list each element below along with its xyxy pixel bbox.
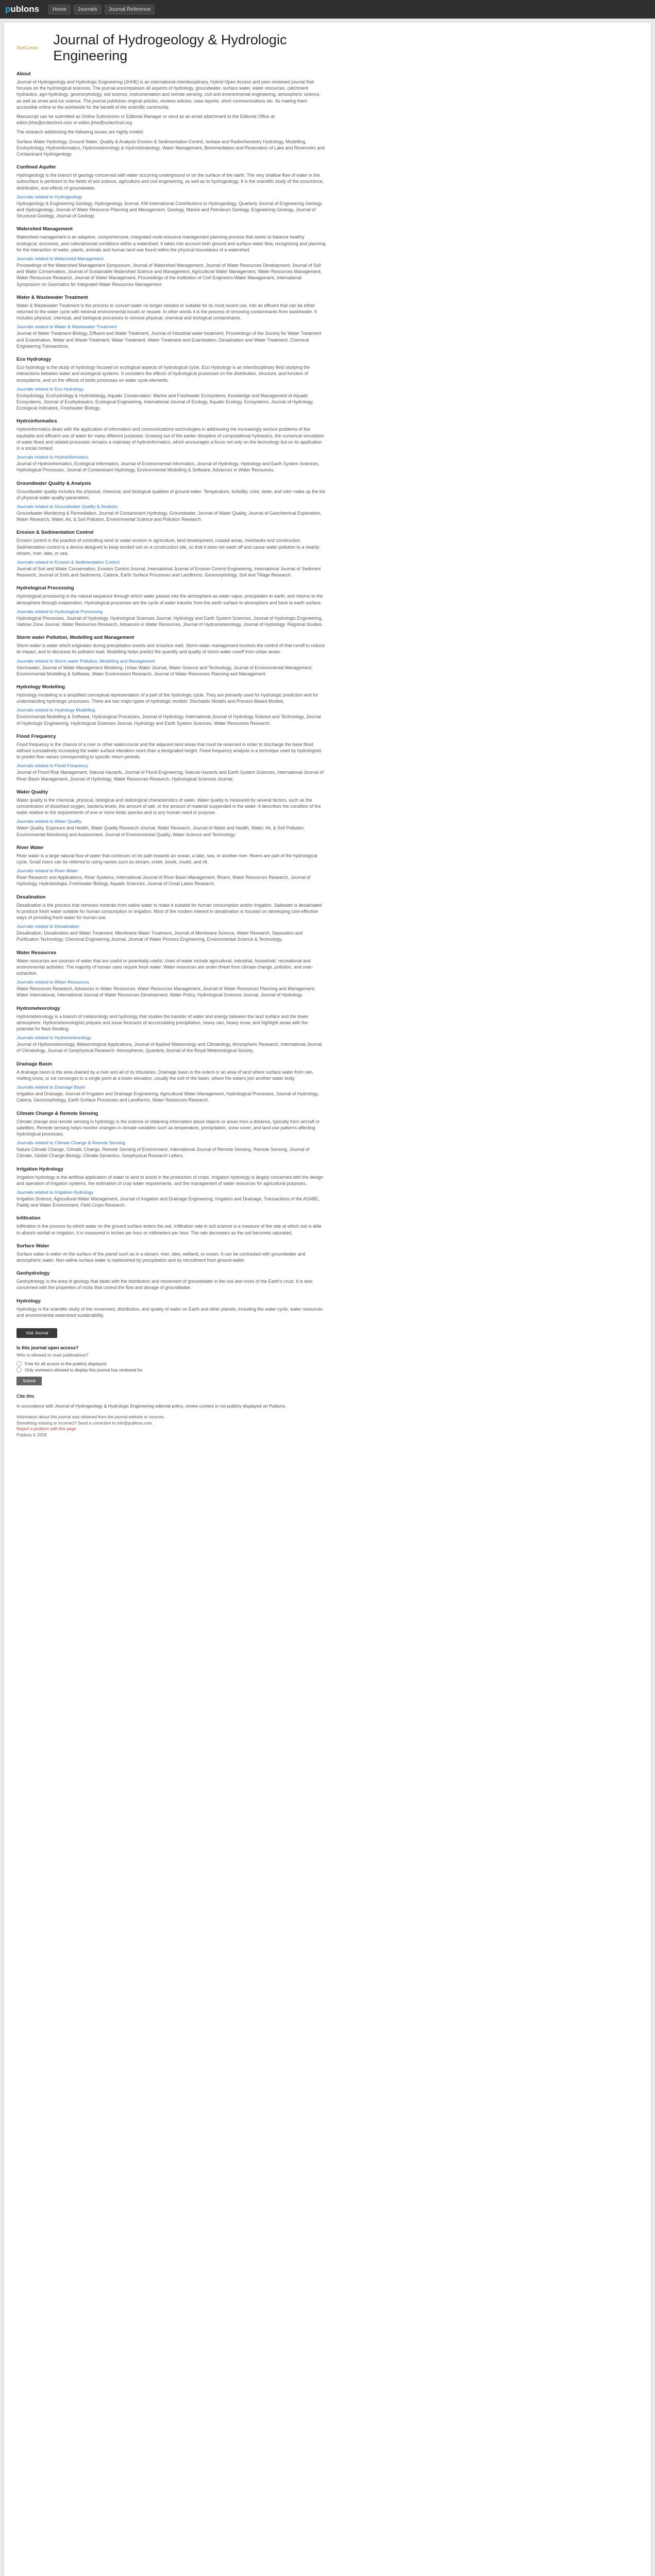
section-heading: Hydrology Modelling [16,684,65,690]
section-text: A drainage basin is the area drained by a river and all of its tributaries. Drainage basin is the extent or an area of land where surface water from rain, melting snow, or ice converges to a single point at a lower elevation, usually the exit of the basin, where the waters join another water body. [16,1069,314,1081]
section-heading: Flood Frequency [16,733,56,739]
breadcrumb-home[interactable]: Home [48,5,71,14]
section-heading: Confined Aquifer [16,164,56,171]
page-footer [16,1414,326,1438]
section-text: Groundwater quality includes the physical, chemical, and biological qualities of ground water. Temperature, turbidity, color, taste, and odor make up the list of physical water quality parameters. [16,488,325,500]
citation-text: In accordance with Journal of Hydrogeology & Hydrologic Engineering editorial policy, review content is not publicly displayed on Publons. [16,1403,287,1409]
section-text: Manuscript can be submitted as Online Submission or Editorial Manager or send as an email attachment to the Editorial Office at editor.jhhe@scitechnol.com or editor.jhhe@scitechnol.org [16,114,275,126]
top-navigation-bar [0,0,655,19]
footer-correction-link[interactable]: Something missing or incorrect? Send a correction to info@publons.com. [16,1420,153,1426]
section-heading: Hydrometeorology [16,1005,60,1011]
visit-journal-button[interactable]: Visit Journal [16,1328,57,1338]
section-text: River water is a large natural flow of water that continues on its path towards an ocean, a lake, sea, or another river. Rivers are part of the hydrological cycle. Small rivers can be referred to using names such as stream, creek, brook, rivulet, and rill. [16,853,317,865]
section-text: Journal of Flood Risk Management, Natural Hazards, Journal of Flood Engineering, Natural Hazards and Earth System Sciences, International Journal of River Basin Management, Journal of Hydrology, Water Resources Research, Hydrological Sciences Journal. [16,770,324,782]
section-heading: Hydroinformatics [16,418,57,425]
section-text: Journal of Soil and Water Conservation, Erosion Control Journal, International Journal of Erosion Control Engineering, International Journal of Sediment Research, Journal of Soils and Sediments, Catena, Earth Surface Processes and Landforms, Geomorphology, Soil and Tillage Research. [16,566,321,578]
section-heading: Journals related to Groundwater Quality & Analysis [16,503,118,509]
section-heading: Surface Water [16,1243,49,1249]
section-heading: Journals related to Hydrometeorology [16,1035,91,1041]
journal-brand-logo: NetGenre [16,45,39,51]
journal-header [16,32,326,64]
section-text: Watershed management is an adaptive, comprehensive, integrated multi-resource management planning process that seeks to balance healthy ecological, economic, and cultural/social conditions within a watershed. It takes into account both ground and surface water flow, recognizing and planning for the interaction of water, plants, animals and human land use found within the physical boundaries of a watershed. [16,234,326,252]
section-heading: Journals related to Drainage Basin [16,1084,86,1090]
section-text: Water Quality, Exposure and Health, Water Quality Research Journal, Water Research, Journal of Water and Health, Water, Air, & Soil Pollution, Environmental Monitoring and Assessment, Journal of Environmental Quality, Water Science and Technology. [16,825,305,837]
section-text: Hydrological processing is the natural sequence through which water passes into the atmosphere as water vapor, precipitates to earth, and returns to the atmosphere through evaporation. Hydrological processes are the cycle of water transfer from the earth surface to atmosphere and back to earth surface. [16,594,323,605]
section-text: Hydrometeorology is a branch of meteorology and hydrology that studies the transfer of water and energy between the land surface and the lower atmosphere. Hydrometeorologists prepare and issue forecasts of accumulating precipitation, heavy rain, heavy snow, and highlight areas with the potential for flash flooding. [16,1013,309,1032]
section-text: Nature Climate Change, Climatic Change, Remote Sensing of Environment, International Journal of Remote Sensing, Remote Sensing, Journal of Climate, Global Change Biology, Climate Dynamics, Geophysical Research Letters. [16,1147,310,1159]
section-heading: Infiltration [16,1215,41,1222]
section-text: Eco hydrology is the study of hydrology focused on ecological aspects of hydrological cycle. Eco Hydrology is an interdisciplinary field studying the interactions between water and ecological systems. It considers the effects of hydrological processes on the distribution, structure, and function of ecosystems, and on the effects of biotic processes on water cycle elements. [16,365,310,383]
radio-icon[interactable] [16,1367,22,1372]
section-text: Hydrology modelling is a simplified conceptual representation of a part of the hydrologic cycle. They are primarily used for hydrologic prediction and for understanding hydrologic processes. There are two major types of hydrologic models: Stochastic Models and Process-Based Models. [16,692,318,704]
question-title: Is this journal open access? [16,1345,79,1350]
section-text: Hydroinformatics deals with the application of information and communications technologies in addressing the increasingly serious problems of the equitable and efficient use of water for many different purposes. Growing out of the earlier discipline of computational hydraulics, the numerical simulation of water flows and related processes remains a mainstay of hydroinformatics, which encourages a focus not only on the technology but on its application in a social context. [16,427,324,451]
section-heading: Erosion & Sedimentation Control [16,530,94,536]
footer-info: Information about this journal was obtained from the journal website or sources. [16,1415,165,1420]
section-heading: River Water [16,844,44,851]
section-text: Storm water is water which originates during precipitation events and snow/ice melt. Storm water management involves the control of that runoff to reduce its impact, and to decrease its pollution load. Modelling helps predict the quantity and quality of storm water runoff from urban areas. [16,643,325,655]
section-text: The research addressing the following issues are highly invited: [16,129,144,135]
section-heading: Journals related to Water & Wastewater Treatment [16,324,117,330]
section-heading: Geohydrology [16,1270,50,1277]
section-heading: Drainage Basin [16,1061,53,1067]
section-text: Journal of Hydrometeorology, Meteorological Applications, Journal of Applied Meteorology and Climatology, Atmospheric Research, International Journal of Climatology, Journal of Geophysical Research: Atmospheres, Quarterly Journal of the Royal Meteorological Society. [16,1042,322,1054]
section-text: Geohydrology is the area of geology that deals with the distribution and movement of groundwater in the soil and rocks of the Earth's crust. It is also concerned with the properties of rocks that control the flow and storage of groundwater. [16,1279,313,1291]
section-text: Ecohydrology, Ecohydrology & Hydrobiology, Aquatic Conservation: Marine and Freshwater Ecosystems, Knowledge and Management of Aquatic Ecosystems, Journal of Ecohydraulics, Ecological Engineering, International Journal of Ecology, Aquatic Ecology, Ecosystems, Journal of Hydrology, Ecological Indicators, Freshwater Biology. [16,393,314,411]
section-text: Hydrogeology & Engineering Geology, Hydrogeology Journal, KM International Contributions to Hydrogeology, Quarterly Journal of Engineering Geology and Hydrogeology, Journal of Water Resource Planning and Management, Geology, Marine and Petroleum Geology, Engineering Geology, Journal of Structural Geology, Journal of Geology. [16,200,322,219]
publons-logo[interactable]: publons [5,4,40,14]
section-text: Water resources are sources of water that are useful or potentially useful. Uses of water include agricultural, industrial, household, recreational and environmental activities. The majority of human uses require fresh water. Water resources are under threat from climate change, pollution, and over-extraction. [16,958,313,976]
section-text: Irrigation Science, Agricultural Water Management, Journal of Irrigation and Drainage Engineering, Irrigation and Drainage, Transactions of the ASABE, Paddy and Water Environment, Field Crops Research. [16,1196,320,1208]
section-heading: Water & Wastewater Treatment [16,294,88,300]
page-title: Journal of Hydrogeology & Hydrologic Engineering [53,32,287,63]
section-text: Infiltration is the process by which water on the ground surface enters the soil. Infiltration rate in soil science is a measure of the rate at which soil is able to absorb rainfall or irrigation. It is measured in inches per hour or millimeters per hour. The rate decreases as the soil becomes saturated. [16,1224,322,1235]
section-heading: Water Resources [16,950,57,956]
section-text: Proceedings of the Watershed Management Symposium, Journal of Watershed Management, Journal of Water Resources Development, Journal of Soil and Water Conservation, Journal of Sustainable Watershed Science and Management, Agricultural Water Management, Water Resources Management, Water Resources Research, Journal of Water Management, Proceedings of the Institution of Civil Engineers-Water Management, International Symposium on Geomatics for Integrated Water Resources Management [16,263,322,287]
section-text: Journal of Hydrogeology and Hydrologic Engineering (JHHE) is an international interdisciplinary, Hybrid Open Access and peer-reviewed journal that focuses on the hydrological sciences. The journal encompasses all aspects of hydrology, groundwater, surface water, water resources, catchment hydraulics, agri-hydrology, geomorphology, soil science, instrumentation and remote sensing, civil and environmental engineering, atmospheric science, as well as snow and ice science. The journal publishes original articles, reviews articles, case reports, short communications etc. Its making them accessible online to the worldwide for the benefit of the scientific community. [16,79,321,110]
section-heading: Desalination [16,894,46,900]
section-heading: Water Quality [16,789,48,795]
section-text: Irrigation hydrology is the artificial application of water to land to assist in the production of crops. Irrigation hydrology is largely concerned with the design and operation of irrigation systems, the estimation of crop water requirements, and the management of water resources for agricultural purposes. [16,1174,324,1186]
cite-label: Cite this [16,1394,35,1399]
section-heading: Journals related to Watershed Management [16,256,104,262]
open-access-question [16,1345,326,1391]
section-heading: Journals related to Eco Hydrology [16,386,84,392]
section-heading: Journals related to Hydrological Processing [16,608,103,614]
question-subtitle: Who is allowed to read publications? [16,1352,89,1358]
section-heading: Journals related to River Water [16,868,78,874]
section-text: Journal of Hydroinformatics, Ecological Informatics, Journal of Environmental Informatics, Journal of Hydrology, Hydrology and Earth System Sciences, Hydrological Processes, Journal of Contaminant Hydrology, Environmental Modelling & Software, Advances in Water Resources. [16,461,320,473]
section-text: Stormwater, Journal of Water Management Modeling, Urban Water Journal, Water Science and Technology, Journal of Environmental Management, Environmental Modelling & Software, Water Environment Research, Journal of Water Resources Planning and Management. [16,665,313,676]
breadcrumb-journals[interactable]: Journals [74,5,102,14]
section-text: Desalination is the process that removes minerals from saline water to make it suitable for human consumption and/or irrigation. Saltwater is desalinated to produce fresh water suitable for human consumption or irrigation. Most of the modern interest in desalination is focused on developing cost-effective ways of providing fresh water for human use. [16,902,322,921]
section-text: Surface water is water on the surface of the planet such as in a stream, river, lake, wetland, or ocean. It can be contrasted with groundwater and atmospheric water. Non-saline surface water is replenished by precipitation and by recruitment from ground-water. [16,1251,306,1263]
section-heading: Journals related to Hydroinformatics [16,454,89,460]
section-heading: Irrigation Hydrology [16,1166,63,1172]
section-heading: Journals related to Water Quality [16,819,82,824]
journal-description [16,71,326,1318]
section-heading: Eco Hydrology [16,357,52,363]
section-text: Water quality is the chemical, physical, biological and radiological characteristics of water. Water quality is measured by several factors, such as the concentration of dissolved oxygen, bacteria levels, the amount of salt, or the amount of material suspended in the water. It describes the condition of the water relative to the requirements of one or more biotic species and to any human need or purpose. [16,797,321,816]
section-text: Water & Wastewater Treatment is the process to convert water no longer needed or suitable for its most recent use, into an effluent that can be either returned to the water cycle with minimal environmental issues or reused. In other words it is the process of removing contaminants from wastewater. It includes physical, chemical, and biological processes to remove physical, chemical and biological contaminants. [16,302,317,321]
section-heading: Journals related to Desalination [16,924,79,929]
section-text: River Research and Applications, River Systems, International Journal of River Basin Management, Rivers, Water Resources Research, Journal of Hydrology, Hydrobiologia, Freshwater Biology, Aquatic Sciences, Journal of Great Lakes Research. [16,875,311,887]
option-reviewers-only[interactable]: Only reviewers allowed to display this journal has reviewed for [16,1367,326,1372]
submit-button[interactable]: Submit [16,1377,42,1385]
section-text: Desalination, Desalination and Water Treatment, Membrane Water Treatment, Journal of Membrane Science, Water Research, Separation and Purification Technology, Chemical Engineering Journal, Journal of Water Process Engineering, Environmental Science & Technology. [16,930,303,942]
section-text: Climate change and remote sensing in hydrology is the science of obtaining information about objects or areas from a distance, typically from aircraft or satellites. Remote sensing helps monitor changes in climate variables such as temperature, precipitation, snow cover, and land use patterns affecting hydrological processes. [16,1118,320,1137]
section-heading: Journals related to Water Resources [16,979,89,985]
section-text: Water Resources Research, Advances in Water Resources, Water Resources Management, Journal of Water Resources Planning and Management, Water International, International Journal of Water Resources Development, Water Policy, Hydrological Sciences Journal, Journal of Hydrology. [16,986,316,998]
breadcrumb [48,5,155,14]
section-heading: Hydrology [16,1298,41,1304]
section-heading: Journals related to Erosion & Sedimentation Control [16,559,120,565]
section-text: Flood frequency is the chance of a river or other watercourse and the adjacent land areas that must be reserved in order to discharge the base flood without cumulatively increasing the water surface elevation more than a designated height. Flood frequency analysis is a technique used by hydrologists to predict flow values corresponding to specific return periods. [16,741,322,760]
section-text: Hydrological Processes, Journal of Hydrology, Hydrological Sciences Journal, Hydrology and Earth System Sciences, Journal of Hydrologic Engineering, Vadose Zone Journal, Water Resources Research, Advances in Water Resources, Journal of Hydrometeorology, Journal of Hydrology: Regional Studies. [16,615,323,627]
section-heading: Storm water Pollution, Modelling and Management [16,635,135,641]
section-heading: Hydrological Processing [16,585,74,591]
radio-icon[interactable] [16,1361,22,1366]
section-heading: Journals related to Climate Change & Remote Sensing [16,1140,126,1146]
breadcrumb-journal-reference[interactable]: Journal Reference [105,5,155,14]
section-heading: Journals related to Hydrology Modelling [16,707,95,713]
content-card [4,23,651,2576]
section-text: Erosion control is the practice of controlling wind or water erosion in agriculture, land development, coastal areas, riverbanks and construction. Sedimentation control is a device designed to keep eroded soil on a construction site, so that it does not wash off and cause water pollution to a nearby stream, river, lake, or sea. [16,538,320,556]
section-heading: Journals related to Hydrogeology [16,194,82,199]
section-text: Environmental Modelling & Software, Hydrological Processes, Journal of Hydrology, International Journal of Hydrology Science and Technology, Journal of Hydrologic Engineering, Hydrological Sciences Journal, Hydrology and Earth System Sciences, Water Resources Research. [16,714,321,726]
section-text: Hydrology is the scientific study of the movement, distribution, and quality of water on Earth and other planets, including the water cycle, water resources and environmental watershed sustainability. [16,1306,323,1318]
section-heading: Groundwater Quality & Analysis [16,480,91,486]
report-problem-link[interactable]: Report a problem with this page [16,1427,76,1432]
section-heading: Journals related to Storm water Pollution, Modelling and Management [16,658,155,664]
copyright: Publons © 2018 [16,1432,47,1437]
section-text: Groundwater Monitoring & Remediation, Journal of Contaminant Hydrology, Groundwater, Journal of Water Quality, Journal of Geochemical Exploration, Water Research, Water, Air, & Soil Pollution, Environmental Science and Pollution Research. [16,510,322,522]
section-heading: Climate Change & Remote Sensing [16,1110,98,1116]
section-text: Surface Water Hydrology, Ground Water, Quality & Analysis Erosion & Sedimentation Control, Isotope and Radiochemistry Hydrology, Modelling, Ecohydrology, Hydroinformatics, Hydrometeorology & Hydroclimatology, Water Management, Bioremediation and Restoration of Lake and Reservoirs and Contaminant Hydrogeology [16,139,325,157]
section-text: Hydrogeology is the branch of geology concerned with water occurring underground or on the surface of the earth. The very shallow flow of water in the subsurface is pertinent to the fields of soil science, agriculture and civil engineering, as well as to hydrogeology. It is the scientific study of the occurrence, distribution, and effects of groundwater. [16,173,324,191]
section-text: Irrigation and Drainage, Journal of Irrigation and Drainage Engineering, Agricultural Water Management, Hydrological Processes, Journal of Hydrology, Catena, Geomorphology, Earth Surface Processes and Landforms, Water Resources Research. [16,1091,319,1103]
section-text: Journal of Water Treatment Biology, Effluent and Water Treatment, Journal of Industrial water treatment, Proceedings of the Society for Water Treatment and Examination, Water and Waste Treatment, Water Treatment, Water Treatment and Examination, Desalination and Water Treatment, Chemical Engineering Transactions. [16,331,322,349]
section-heading: Journals related to Irrigation Hydrology [16,1189,94,1195]
option-free-access[interactable]: Free for all access to the publicly displayed [16,1361,326,1366]
section-heading: Journals related to Flood Frequency [16,763,89,769]
section-heading: About [16,71,31,77]
section-heading: Watershed Management [16,226,73,232]
